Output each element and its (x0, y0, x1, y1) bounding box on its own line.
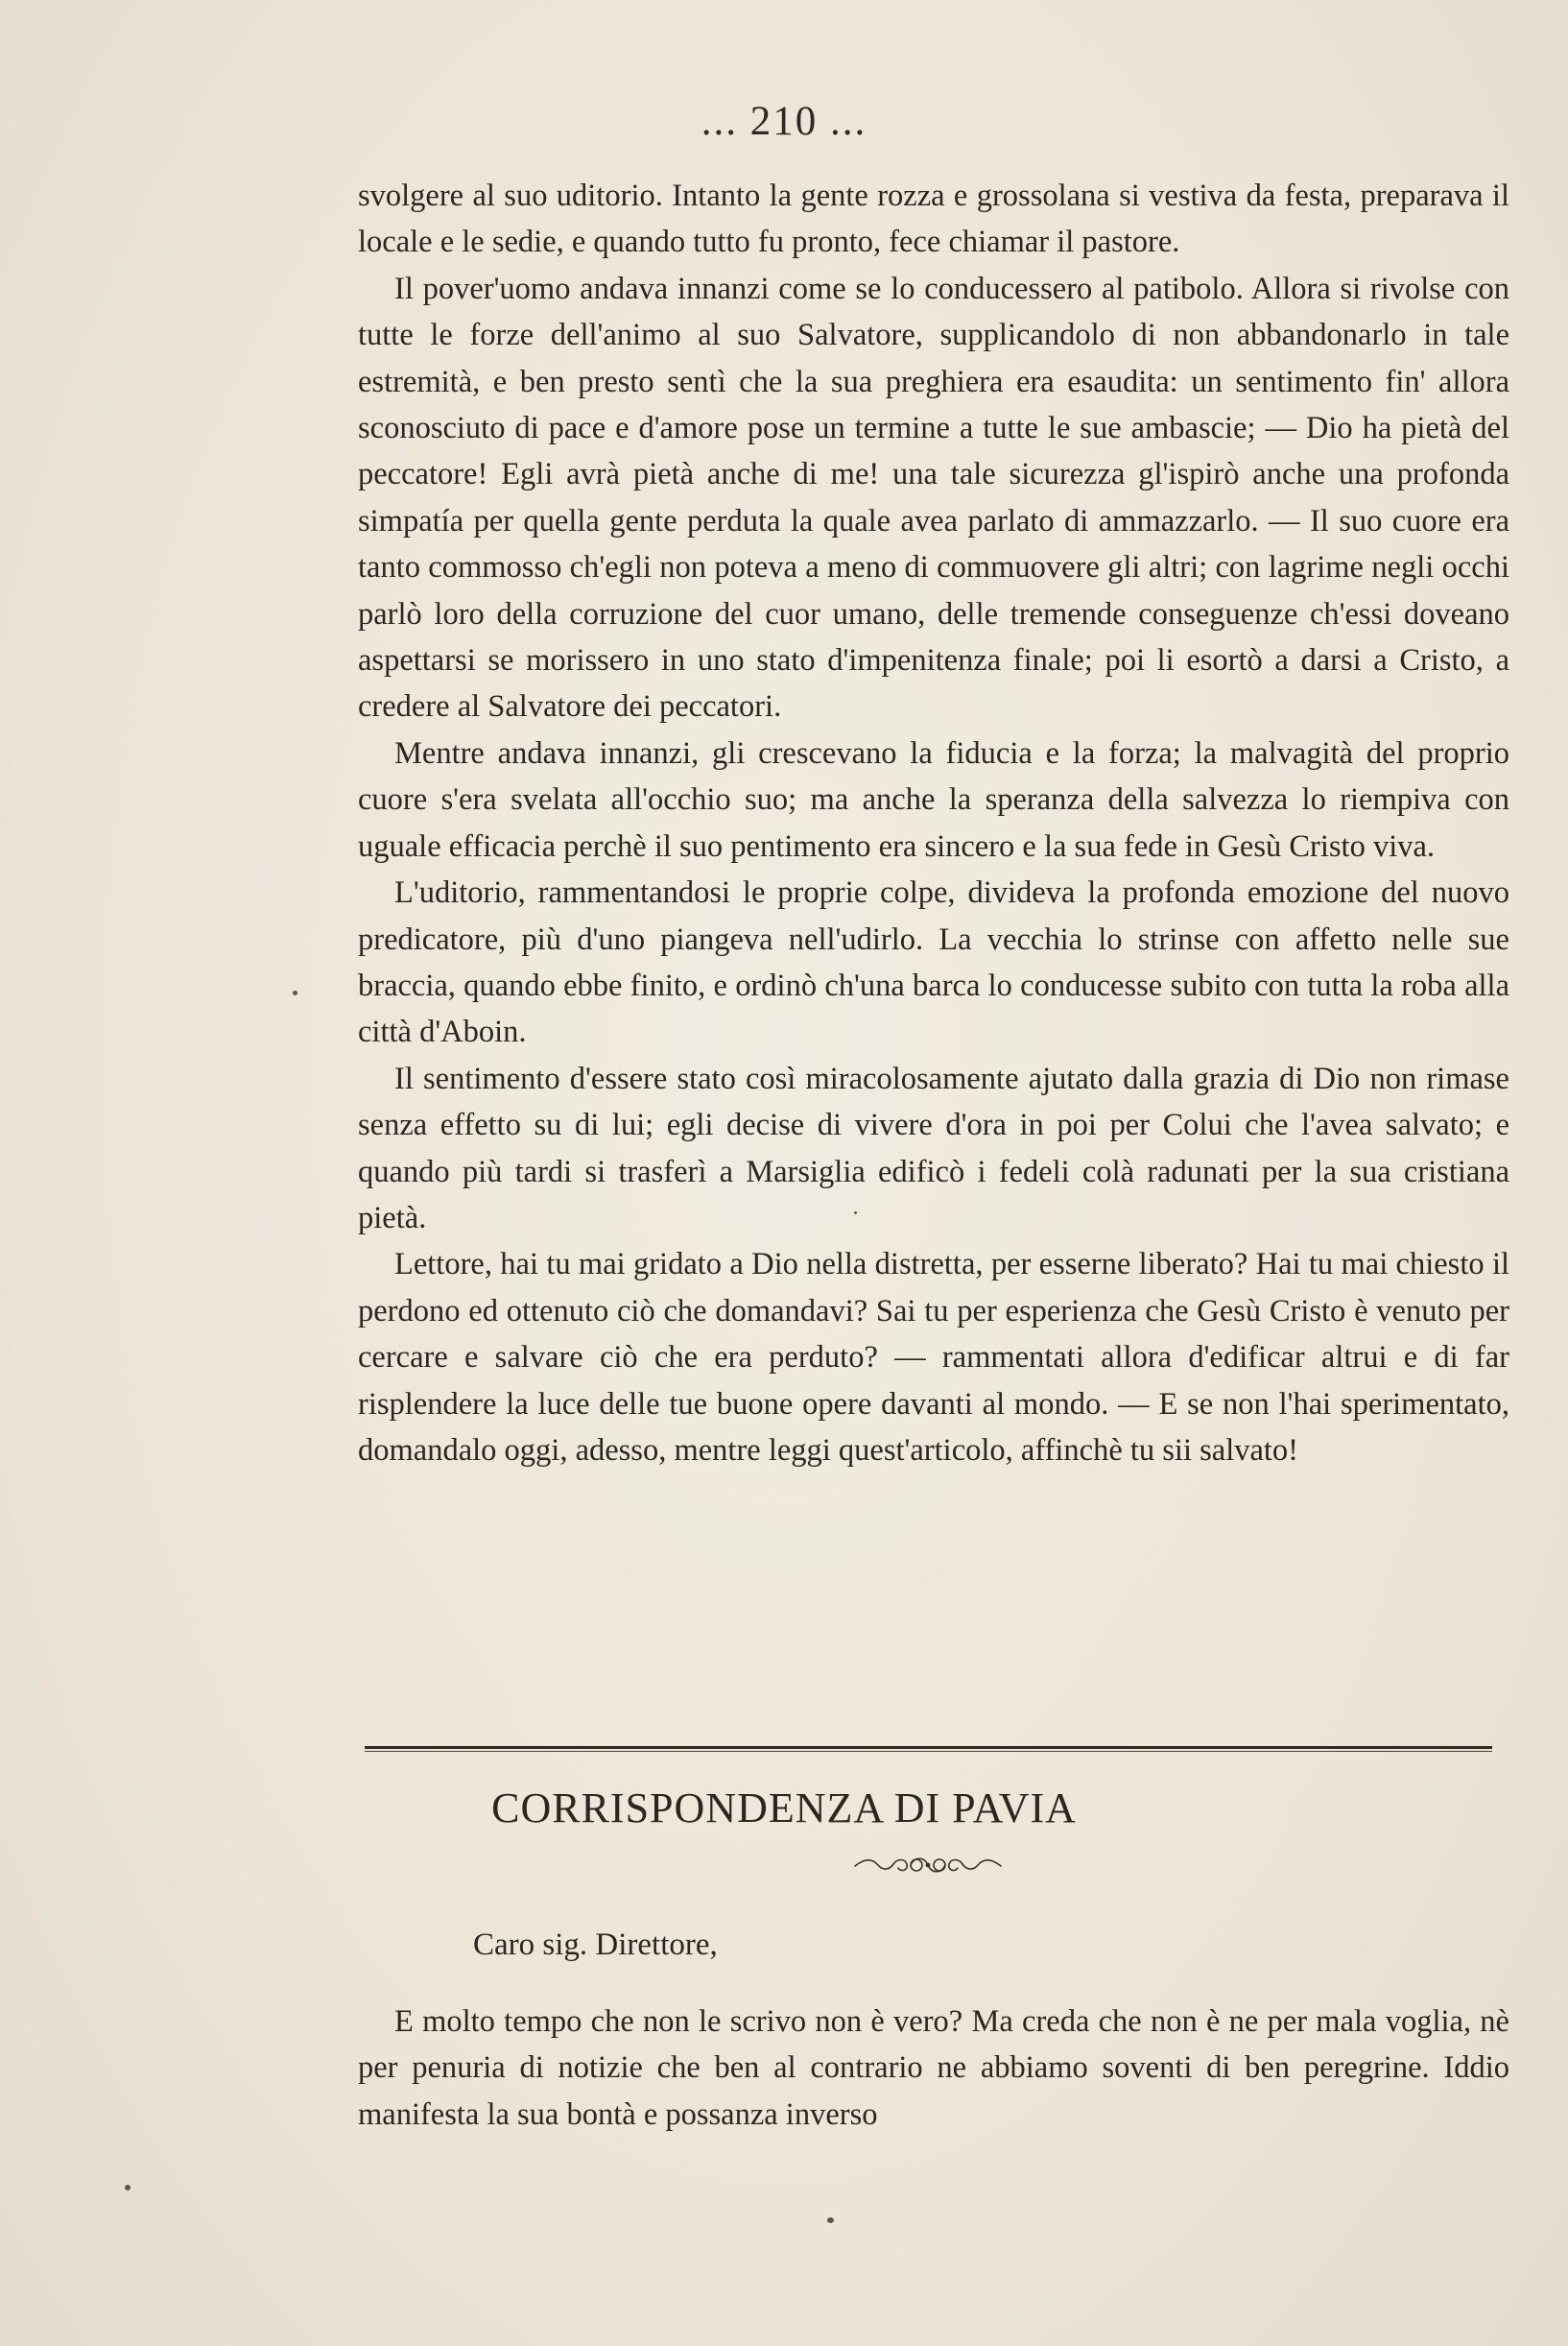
paragraph-4: L'uditorio, rammentandosi le proprie colpe, divideva la profonda emozione del nuovo predicatore, più d'uno piangeva nell'udirlo. La vecchia lo strinse con affetto nelle sue braccia, quando ebbe finito, e ordinò ch'una barca lo conducesse subito con tutta la roba alla città d'Aboin. (358, 875, 1509, 1050)
paragraph-3: Mentre andava innanzi, gli crescevano la fiducia e la forza; la malvagità del proprio cuore s'era svelata all'occhio suo; ma anche la speranza della salvezza lo riempiva con uguale efficacia perchè il suo pentimento era sincero e la sua fede in Gesù Cristo viva. (358, 735, 1509, 864)
letter-body (358, 1999, 1509, 2138)
letter-salutation: Caro sig. Direttore, (473, 1927, 718, 1962)
section-divider (365, 1746, 1492, 1751)
paper-speck (125, 2185, 131, 2190)
floral-flourish-icon (851, 1853, 1005, 1878)
paper-speck (827, 2217, 834, 2223)
article-body (358, 173, 1509, 1473)
paragraph-5: Il sentimento d'essere stato così miracolosamente ajutato dalla grazia di Dio non rimase senza effetto su di lui; egli decise di vivere d'ora in poi per Colui che l'avea salvato; e quando più tardi si trasferì a Marsiglia edificò i fedeli colà radunati per la sua cristiana pietà. (358, 1061, 1509, 1235)
paper-speck (293, 991, 297, 995)
section-title: CORRISPONDENZA DI PAVIA (491, 1784, 1077, 1831)
paper-speck (854, 1211, 857, 1214)
paragraph-6: Lettore, hai tu mai gridato a Dio nella distretta, per esserne liberato? Hai tu mai chiesto il perdono ed ottenuto ciò che domandavi? Sai tu per esperienza che Gesù Cristo è venuto per cercare e salvare ciò che era perduto? — rammentati allora d'edificar altrui e di far risplendere la luce delle tue buone opere davanti al mondo. — E se non l'hai sperimentato, domandalo oggi, adesso, mentre leggi quest'articolo, affinchè tu sii salvato! (358, 1247, 1509, 1468)
divider-thick-line (365, 1746, 1492, 1749)
paragraph-2: Il pover'uomo andava innanzi come se lo conducessero al patibolo. Allora si rivolse con tutte le forze dell'animo al suo Salvatore, supplicandolo di non abbandonarlo in tale estremità, e ben presto sentì che la sua preghiera era esaudita: un sentimento fin' allora sconosciuto di pace e d'amore pose un termine a tutte le sue ambascie; — Dio ha pietà del peccatore! Egli avrà pietà anche di me! una tale sicurezza gl'ispirò anche una profonda simpatía per quella gente perduta la quale avea parlato di ammazzarlo. — Il suo cuore era tanto commosso ch'egli non poteva a meno di commuovere gli altri; con lagrime negli occhi parlò loro della corruzione del cuor umano, delle tremende conseguenze ch'essi doveano aspettarsi se morissero in uno stato d'impenitenza finale; poi li esortò a darsi a Cristo, a credere al Salvatore dei peccatori. (358, 271, 1509, 725)
page-number: ... 210 ... (701, 99, 867, 144)
divider-thin-line (365, 1751, 1492, 1752)
letter-paragraph-1: E molto tempo che non le scrivo non è vero? Ma creda che non è ne per mala voglia, nè per penuria di notizie che ben al contrario ne abbiamo soventi di ben peregrine. Iddio manifesta la sua bontà e possanza inverso (358, 2004, 1509, 2132)
paragraph-1: svolgere al suo uditorio. Intanto la gente rozza e grossolana si vestiva da festa, preparava il locale e le sedie, e quando tutto fu pronto, fece chiamar il pastore. (358, 179, 1509, 260)
